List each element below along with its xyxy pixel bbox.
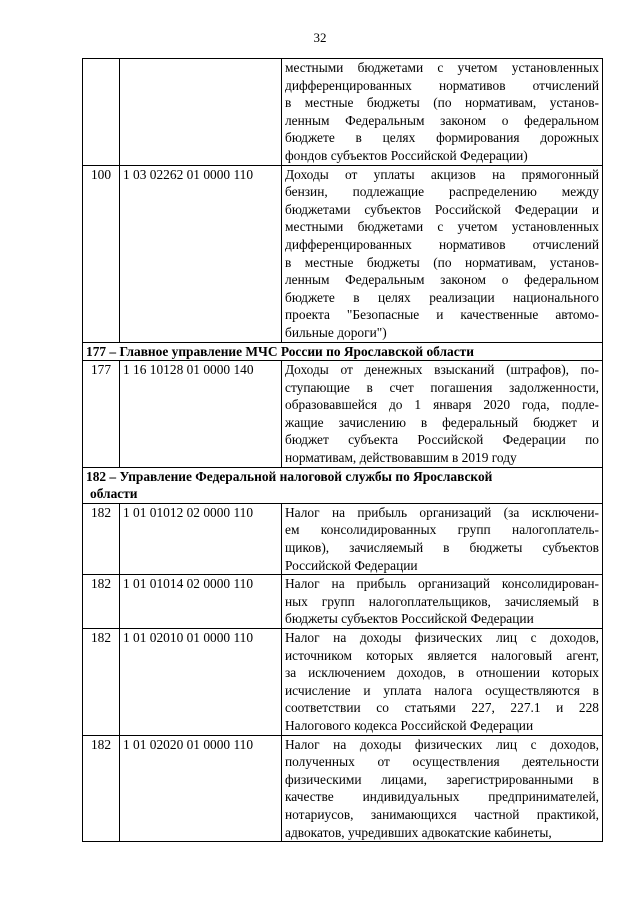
text-line: в местные бюджеты (по нормативам, установ-: [285, 95, 599, 111]
text-line: бюджеты субъектов Российской Федерации: [285, 611, 534, 627]
text-line: местными бюджетами с учетом установленных: [285, 60, 599, 75]
revenue-description-cell: [282, 165, 603, 342]
text-line: исчисление и уплата налога осуществляются в: [285, 682, 599, 698]
text-line: бюджете в целях формирования дорожных: [285, 130, 599, 146]
text-line: Доходы от денежных взысканий (штрафов), по-: [285, 362, 599, 378]
revenue-description-cell: [282, 629, 603, 736]
table-row: [83, 361, 603, 468]
admin-code-cell: 182: [83, 503, 120, 574]
table-row: [83, 629, 603, 736]
section-title-line: 177 – Главное управление МЧС России по Ярославской области: [86, 343, 474, 359]
table-row: [83, 59, 603, 166]
text-line: соответствии со статьями 227, 227.1 и 228: [285, 700, 599, 716]
text-line: Российской Федерации: [285, 557, 418, 573]
table-row: [83, 165, 603, 342]
text-line: дифференцированных нормативов отчислений: [285, 77, 599, 93]
text-line: качестве индивидуальных предпринимателей,: [285, 789, 599, 805]
section-header-row: [83, 467, 603, 503]
text-line: нормативам, действовавшим в 2019 году: [285, 450, 517, 466]
text-line: бюджет субъекта Российской Федерации по: [285, 432, 599, 448]
text-line: бильные дороги"): [285, 324, 387, 340]
table-row: [83, 503, 603, 574]
revenue-code-cell: 1 16 10128 01 0000 140: [120, 361, 282, 468]
revenue-code-cell: 1 01 02010 01 0000 110: [120, 629, 282, 736]
administrator-section-title: [83, 342, 603, 361]
revenue-code-cell: [120, 59, 282, 166]
text-line: ем консолидированных групп налогоплатель-: [285, 522, 599, 538]
admin-code-cell: 182: [83, 735, 120, 842]
text-line: щиков), зачисляемый в бюджеты субъектов: [285, 540, 599, 556]
text-line: Доходы от уплаты акцизов на прямогонный: [285, 166, 599, 182]
revenue-description-cell: [282, 735, 603, 842]
revenue-classification-table: [82, 58, 603, 842]
revenue-description-cell: [282, 361, 603, 468]
text-line: дифференцированных нормативов отчислений: [285, 236, 599, 252]
revenue-code-cell: 1 01 02020 01 0000 110: [120, 735, 282, 842]
section-header-row: [83, 342, 603, 361]
text-line: бензин, подлежащие распределению между: [285, 184, 599, 200]
revenue-code-cell: 1 01 01014 02 0000 110: [120, 575, 282, 629]
text-line: нотариусов, занимающихся частной практикой,: [285, 806, 599, 822]
text-line: образовавшейся до 1 января 2020 года, подле-: [285, 397, 599, 413]
table-row: [83, 575, 603, 629]
text-line: физическими лицами, зарегистрированными в: [285, 771, 599, 787]
text-line: Налог на доходы физических лиц с доходов,: [285, 736, 599, 752]
admin-code-cell: 100: [83, 165, 120, 342]
text-line: источником которых является налоговый агент,: [285, 647, 599, 663]
text-line: жащие зачислению в федеральный бюджет и: [285, 414, 599, 430]
text-line: местными бюджетами с учетом установленных: [285, 219, 599, 235]
text-line: Налог на прибыль организаций консолидирован-: [285, 576, 599, 592]
admin-code-cell: [83, 59, 120, 166]
revenue-description-cell: [282, 503, 603, 574]
text-line: Налог на доходы физических лиц с доходов,: [285, 630, 599, 645]
text-line: Налогового кодекса Российской Федерации: [285, 717, 534, 733]
text-line: адвокатов, учредивших адвокатские кабинеты,: [285, 824, 552, 840]
text-line: Налог на прибыль организаций (за исключени-: [285, 504, 599, 520]
admin-code-cell: 177: [83, 361, 120, 468]
text-line: проекта "Безопасные и качественные автомо-: [285, 307, 599, 323]
section-title-line: 182 – Управление Федеральной налоговой службы по Ярославской: [86, 468, 493, 484]
admin-code-cell: 182: [83, 629, 120, 736]
admin-code-cell: 182: [83, 575, 120, 629]
text-line: бюджете в целях реализации национального: [285, 289, 599, 305]
text-line: фондов субъектов Российской Федерации): [285, 147, 528, 163]
page-number: 32: [313, 30, 327, 45]
text-line: в местные бюджеты (по нормативам, установ-: [285, 254, 599, 270]
text-line: за исключением доходов, в отношении которых: [285, 665, 599, 681]
section-title-line: области: [90, 486, 138, 502]
text-line: ленным Федеральным законом о федеральном: [285, 112, 599, 128]
text-line: бюджетами субъектов Российской Федерации и: [285, 201, 599, 217]
text-line: ступающие в счет погашения задолженности,: [285, 379, 599, 395]
revenue-description-cell: [282, 59, 603, 166]
text-line: ленным Федеральным законом о федеральном: [285, 272, 599, 288]
revenue-code-cell: 1 03 02262 01 0000 110: [120, 165, 282, 342]
text-line: ных групп налогоплательщиков, зачисляемый в: [285, 593, 599, 609]
administrator-section-title: [83, 467, 603, 503]
revenue-code-cell: 1 01 01012 02 0000 110: [120, 503, 282, 574]
table-row: [83, 735, 603, 842]
text-line: полученных от осуществления деятельности: [285, 754, 599, 770]
revenue-description-cell: [282, 575, 603, 629]
